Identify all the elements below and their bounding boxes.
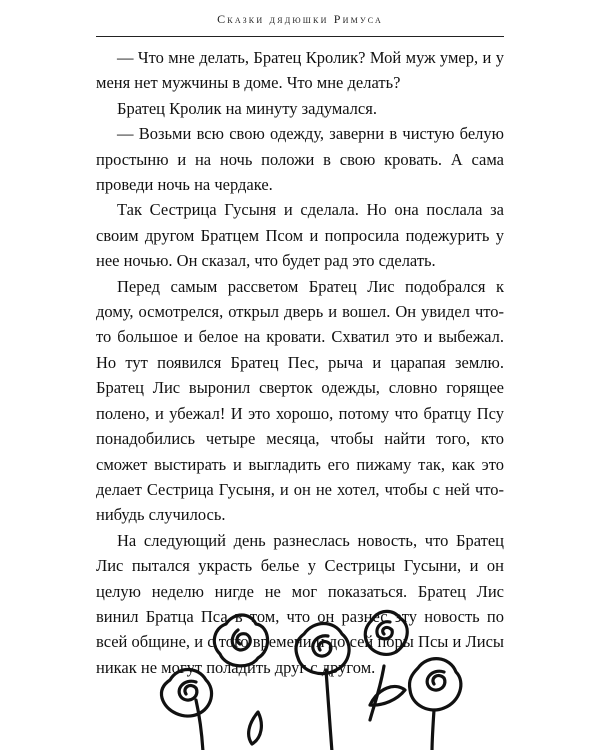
flower-spiral	[232, 630, 250, 650]
flower-spiral	[179, 681, 197, 700]
flower-spiral	[313, 636, 331, 656]
running-head: Сказки дядюшки Римуса	[217, 12, 383, 26]
flower-spiral	[427, 671, 445, 690]
leaf	[249, 712, 262, 744]
flower-spiral	[377, 622, 392, 639]
stem-right	[432, 710, 434, 750]
flower-illustration	[150, 606, 480, 750]
header-rule	[96, 36, 504, 37]
paragraph: — Возьми всю свою одежду, заверни в чистую белую простыню и на ночь положи в свою кровать. А сама проведи ночь на чердаке.	[96, 124, 504, 195]
flower-head	[214, 615, 267, 666]
flower-head	[365, 611, 407, 654]
paragraph: Перед самым рассветом Братец Лис подобрался к дому, осмотрелся, открыл дверь и вошел. Он увидел что-то большое и белое на кровати. Схватил это и выбежал. Но тут появился Братец Пес, рыча и царапая землю. Братец Лис выронил сверток одежды, словно горящее полено, и убежал! И это хорошо, потому что братцу Псу понадобились четыре месяца, чтобы найти того, кто сможет выстирать и выгладить его пижаму так, как это делает Сестрица Гусыня, и он не хотел, чтобы с ней что-нибудь случилось.	[96, 276, 504, 525]
flower-head	[296, 624, 349, 674]
paragraph: На следующий день разнеслась новость, что Братец Лис пытался украсть белье у Сестрицы Гусыни, и он целую неделю нигде не мог показаться. Братец Лис винил Братца Пса в том, что он разнес эту новость по всей общине, и с того времени и до сей поры Псы и Лисы никак не могут поладить друг с другом.	[96, 530, 504, 677]
stem-center	[326, 670, 332, 750]
paragraph: Так Сестрица Гусыня и сделала. Но она послала за своим другом Братцем Псом и попросила подежурить у нее ночью. Он сказал, что будет рад это сделать.	[96, 200, 504, 271]
paragraph: Братец Кролик на минуту задумался.	[117, 98, 377, 118]
body-text	[96, 45, 504, 680]
paragraph: — Что мне делать, Братец Кролик? Мой муж умер, и у меня нет мужчины в доме. Что мне делать?	[96, 48, 504, 93]
stem-left	[196, 700, 203, 750]
